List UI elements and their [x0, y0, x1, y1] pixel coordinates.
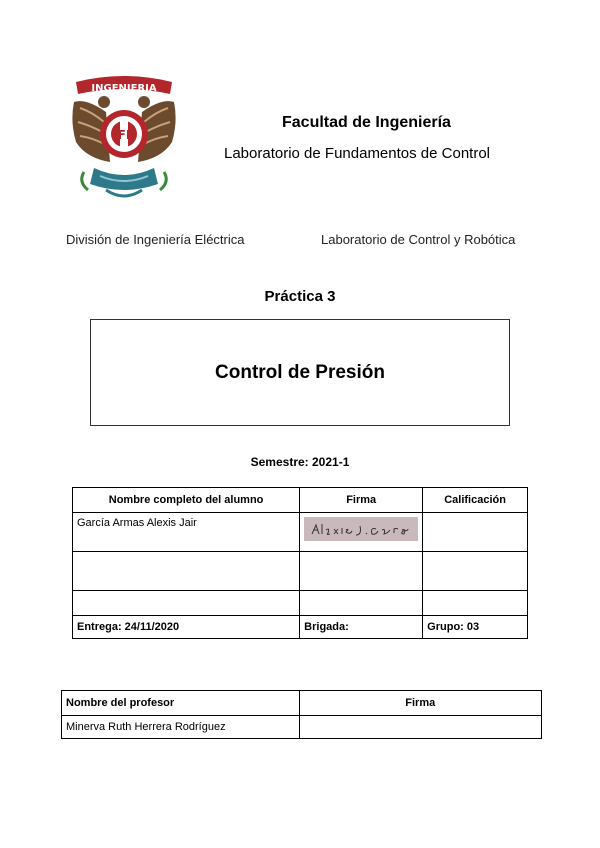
column-header: Firma	[299, 691, 541, 716]
practice-title: Control de Presión	[215, 361, 385, 383]
semester-value: 2021-1	[312, 455, 350, 469]
signature-image	[304, 517, 418, 541]
signature-cell	[300, 513, 423, 552]
table-footer-row	[73, 616, 528, 639]
professor-table	[61, 690, 542, 739]
delivery-date: Entrega: 24/11/2020	[73, 616, 300, 639]
column-header: Nombre completo del alumno	[73, 488, 300, 513]
signature-cell	[300, 591, 423, 616]
unam-engineering-logo	[66, 72, 182, 206]
student-name	[73, 552, 300, 591]
table-header-row	[62, 691, 542, 716]
svg-text:FI: FI	[117, 128, 131, 142]
signature-cell	[300, 552, 423, 591]
semester-line	[0, 455, 600, 469]
column-header: Firma	[300, 488, 423, 513]
practice-number: Práctica 3	[264, 288, 336, 305]
table-row	[73, 552, 528, 591]
table-row	[62, 716, 542, 739]
students-table	[72, 487, 528, 639]
title-box	[90, 319, 510, 426]
table-row	[73, 513, 528, 552]
semester-label: Semestre:	[250, 455, 309, 469]
student-name	[73, 591, 300, 616]
professor-name: Minerva Ruth Herrera Rodríguez	[62, 716, 300, 739]
group-label: Grupo: 03	[423, 616, 528, 639]
faculty-name: Facultad de Ingeniería	[282, 114, 451, 131]
column-header: Nombre del profesor	[62, 691, 300, 716]
division-name: División de Ingeniería Eléctrica	[66, 232, 245, 247]
lab-area-name: Laboratorio de Control y Robótica	[321, 232, 516, 247]
table-header-row	[73, 488, 528, 513]
grade-cell	[423, 552, 528, 591]
grade-cell	[423, 591, 528, 616]
lab-name: Laboratorio de Fundamentos de Control	[224, 145, 491, 162]
professor-signature	[299, 716, 541, 739]
table-row	[73, 591, 528, 616]
student-name: García Armas Alexis Jair	[73, 513, 300, 552]
brigade-label: Brigada:	[300, 616, 423, 639]
grade-cell	[423, 513, 528, 552]
column-header: Calificación	[423, 488, 528, 513]
logo-text: INGENIERIA	[91, 83, 157, 94]
